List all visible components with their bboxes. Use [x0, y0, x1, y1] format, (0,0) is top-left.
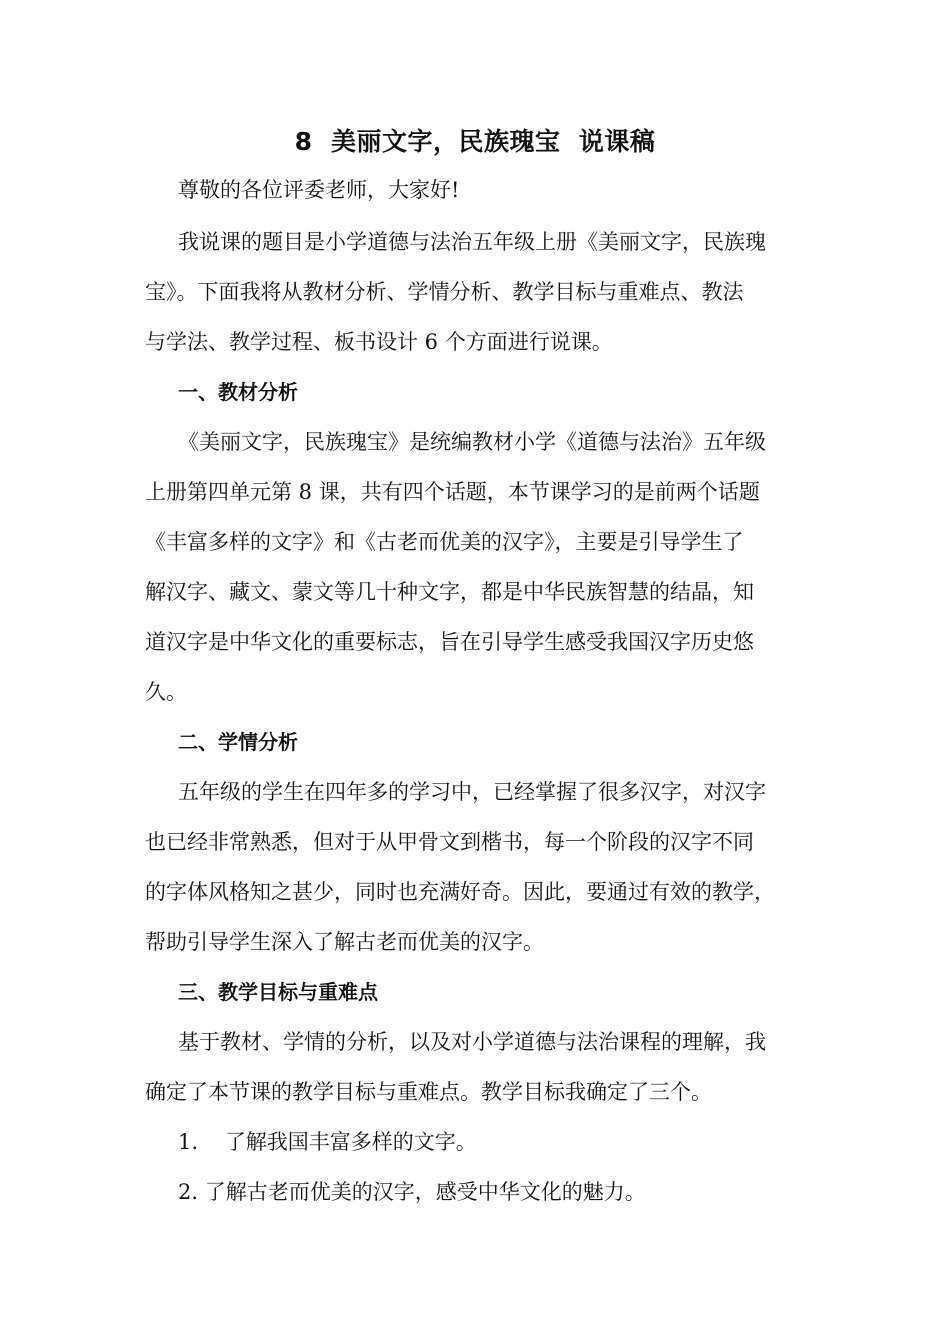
section1-line: 道汉字是中华文化的重要标志，旨在引导学生感受我国汉字历史悠	[145, 630, 754, 654]
intro-line: 我说课的题目是小学道德与法治五年级上册《美丽文字，民族瑰	[178, 230, 766, 254]
section1-line: 上册第四单元第 8 课，共有四个话题，本节课学习的是前两个话题	[145, 480, 760, 504]
intro-line: 宝》。下面我将从教材分析、学情分析、教学目标与重难点、教法	[145, 280, 744, 304]
section3-line: 基于教材、学情的分析，以及对小学道德与法治课程的理解，我	[178, 1030, 766, 1054]
section-heading-teaching-goals: 三、教学目标与重难点	[178, 980, 378, 1004]
section2-line: 五年级的学生在四年多的学习中，已经掌握了很多汉字，对汉字	[178, 780, 766, 804]
intro-line: 与学法、教学过程、板书设计 6 个方面进行说课。	[145, 330, 613, 354]
section1-line: 《丰富多样的文字》和《古老而优美的汉字》，主要是引导学生了	[145, 530, 744, 554]
goal-item: 1. 了解我国丰富多样的文字。	[178, 1130, 477, 1154]
greeting-line: 尊敬的各位评委老师，大家好!	[178, 178, 460, 202]
section-heading-student-analysis: 二、学情分析	[178, 730, 298, 754]
section2-line: 帮助引导学生深入了解古老而优美的汉字。	[145, 930, 544, 954]
section2-line: 的字体风格知之甚少，同时也充满好奇。因此，要通过有效的教学，	[145, 880, 775, 904]
section1-line: 久。	[145, 680, 187, 704]
goal-item: 2. 了解古老而优美的汉字，感受中华文化的魅力。	[178, 1180, 646, 1204]
section1-line: 解汉字、藏文、蒙文等几十种文字，都是中华民族智慧的结晶，知	[145, 580, 754, 604]
document-title: 8 美丽文字，民族瑰宝 说课稿	[294, 127, 656, 156]
section1-line: 《美丽文字，民族瑰宝》是统编教材小学《道德与法治》五年级	[178, 430, 766, 454]
section-heading-textbook-analysis: 一、教材分析	[178, 380, 298, 404]
section3-line: 确定了本节课的教学目标与重难点。教学目标我确定了三个。	[145, 1080, 712, 1104]
section2-line: 也已经非常熟悉，但对于从甲骨文到楷书，每一个阶段的汉字不同	[145, 830, 754, 854]
